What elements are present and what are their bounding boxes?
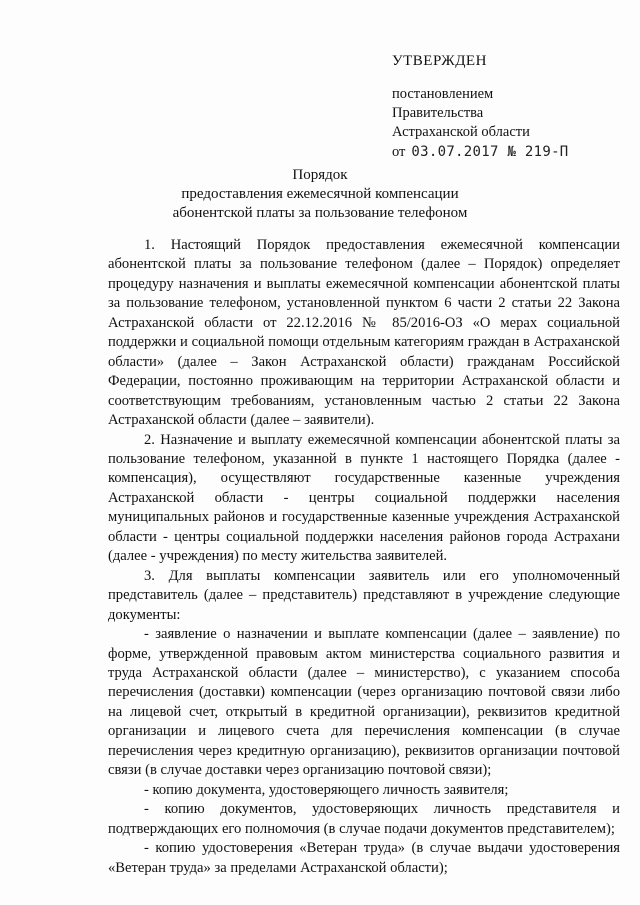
paragraph-2: 2. Назначение и выплату ежемесячной компенсации абонентской платы за пользование телефоном, указанной в пункте 1 настоящего Порядка (далее - компенсация), осуществляют государственные казенные учреждения Астраханской области - центры социальной поддержки населения муниципальных районов и государственные казенные учреждения Астраханской области - центры социальной поддержки населения районов города Астрахани (далее - учреждения) по месту жительства заявителей.: [108, 431, 620, 565]
list-item: - копию документов, удостоверяющих личность представителя и подтверждающих его полномочия (в случае подачи документов представителем);: [108, 801, 620, 837]
title-line: абонентской платы за пользование телефоном: [172, 205, 468, 221]
document-body: [108, 236, 620, 878]
title-line: Порядок: [292, 167, 348, 183]
approval-from-label: от: [392, 144, 406, 160]
paragraph-3: 3. Для выплаты компенсации заявитель или его уполномоченный представитель (далее – представитель) представляют в учреждение следующие документы:: [108, 567, 620, 623]
approval-date-line: [392, 143, 569, 162]
document-title: [110, 166, 530, 223]
approval-block: [392, 52, 569, 162]
title-line: предоставления ежемесячной компенсации: [181, 186, 459, 202]
approval-line: Правительства: [392, 105, 484, 121]
paragraph-1: 1. Настоящий Порядок предоставления ежемесячной компенсации абонентской платы за пользование телефоном (далее – Порядок) определяет процедуру назначения и выплаты ежемесячной компенсации абонентской платы за пользование телефоном, установленной пунктом 6 части 2 статьи 22 Закона Астраханской области от 22.12.2016 № 85/2016-ОЗ «О мерах социальной поддержки и социальной помощи отдельным категориям граждан в Астраханской области» (далее – Закон Астраханской области) гражданам Российской Федерации, постоянно проживающим на территории Астраханской области и соответствующим требованиям, установленным частью 2 статьи 22 Закона Астраханской области (далее – заявители).: [108, 237, 620, 429]
approval-line: постановлением: [392, 86, 494, 102]
list-item: - копию удостоверения «Ветеран труда» (в случае выдачи удостоверения «Ветеран труда» за пределами Астраханской области);: [108, 840, 620, 876]
approval-heading: УТВЕРЖДЕН: [392, 53, 487, 69]
approval-date-stamp: 03.07.2017 № 219-П: [411, 144, 569, 160]
approval-line: Астраханской области: [392, 124, 530, 140]
list-item: - заявление о назначении и выплате компенсации (далее – заявление) по форме, утвержденной правовым актом министерства социального развития и труда Астраханской области (далее – министерство), с указанием способа перечисления (доставки) компенсации (через организацию почтовой связи либо на лицевой счет, открытый в кредитной организации), реквизитов кредитной организации и лицевого счета для перечисления компенсации (в случае перечисления через кредитную организацию), реквизитов организации почтовой связи (в случае доставки через организацию почтовой связи);: [108, 626, 620, 779]
list-item: - копию документа, удостоверяющего личность заявителя;: [144, 781, 509, 798]
